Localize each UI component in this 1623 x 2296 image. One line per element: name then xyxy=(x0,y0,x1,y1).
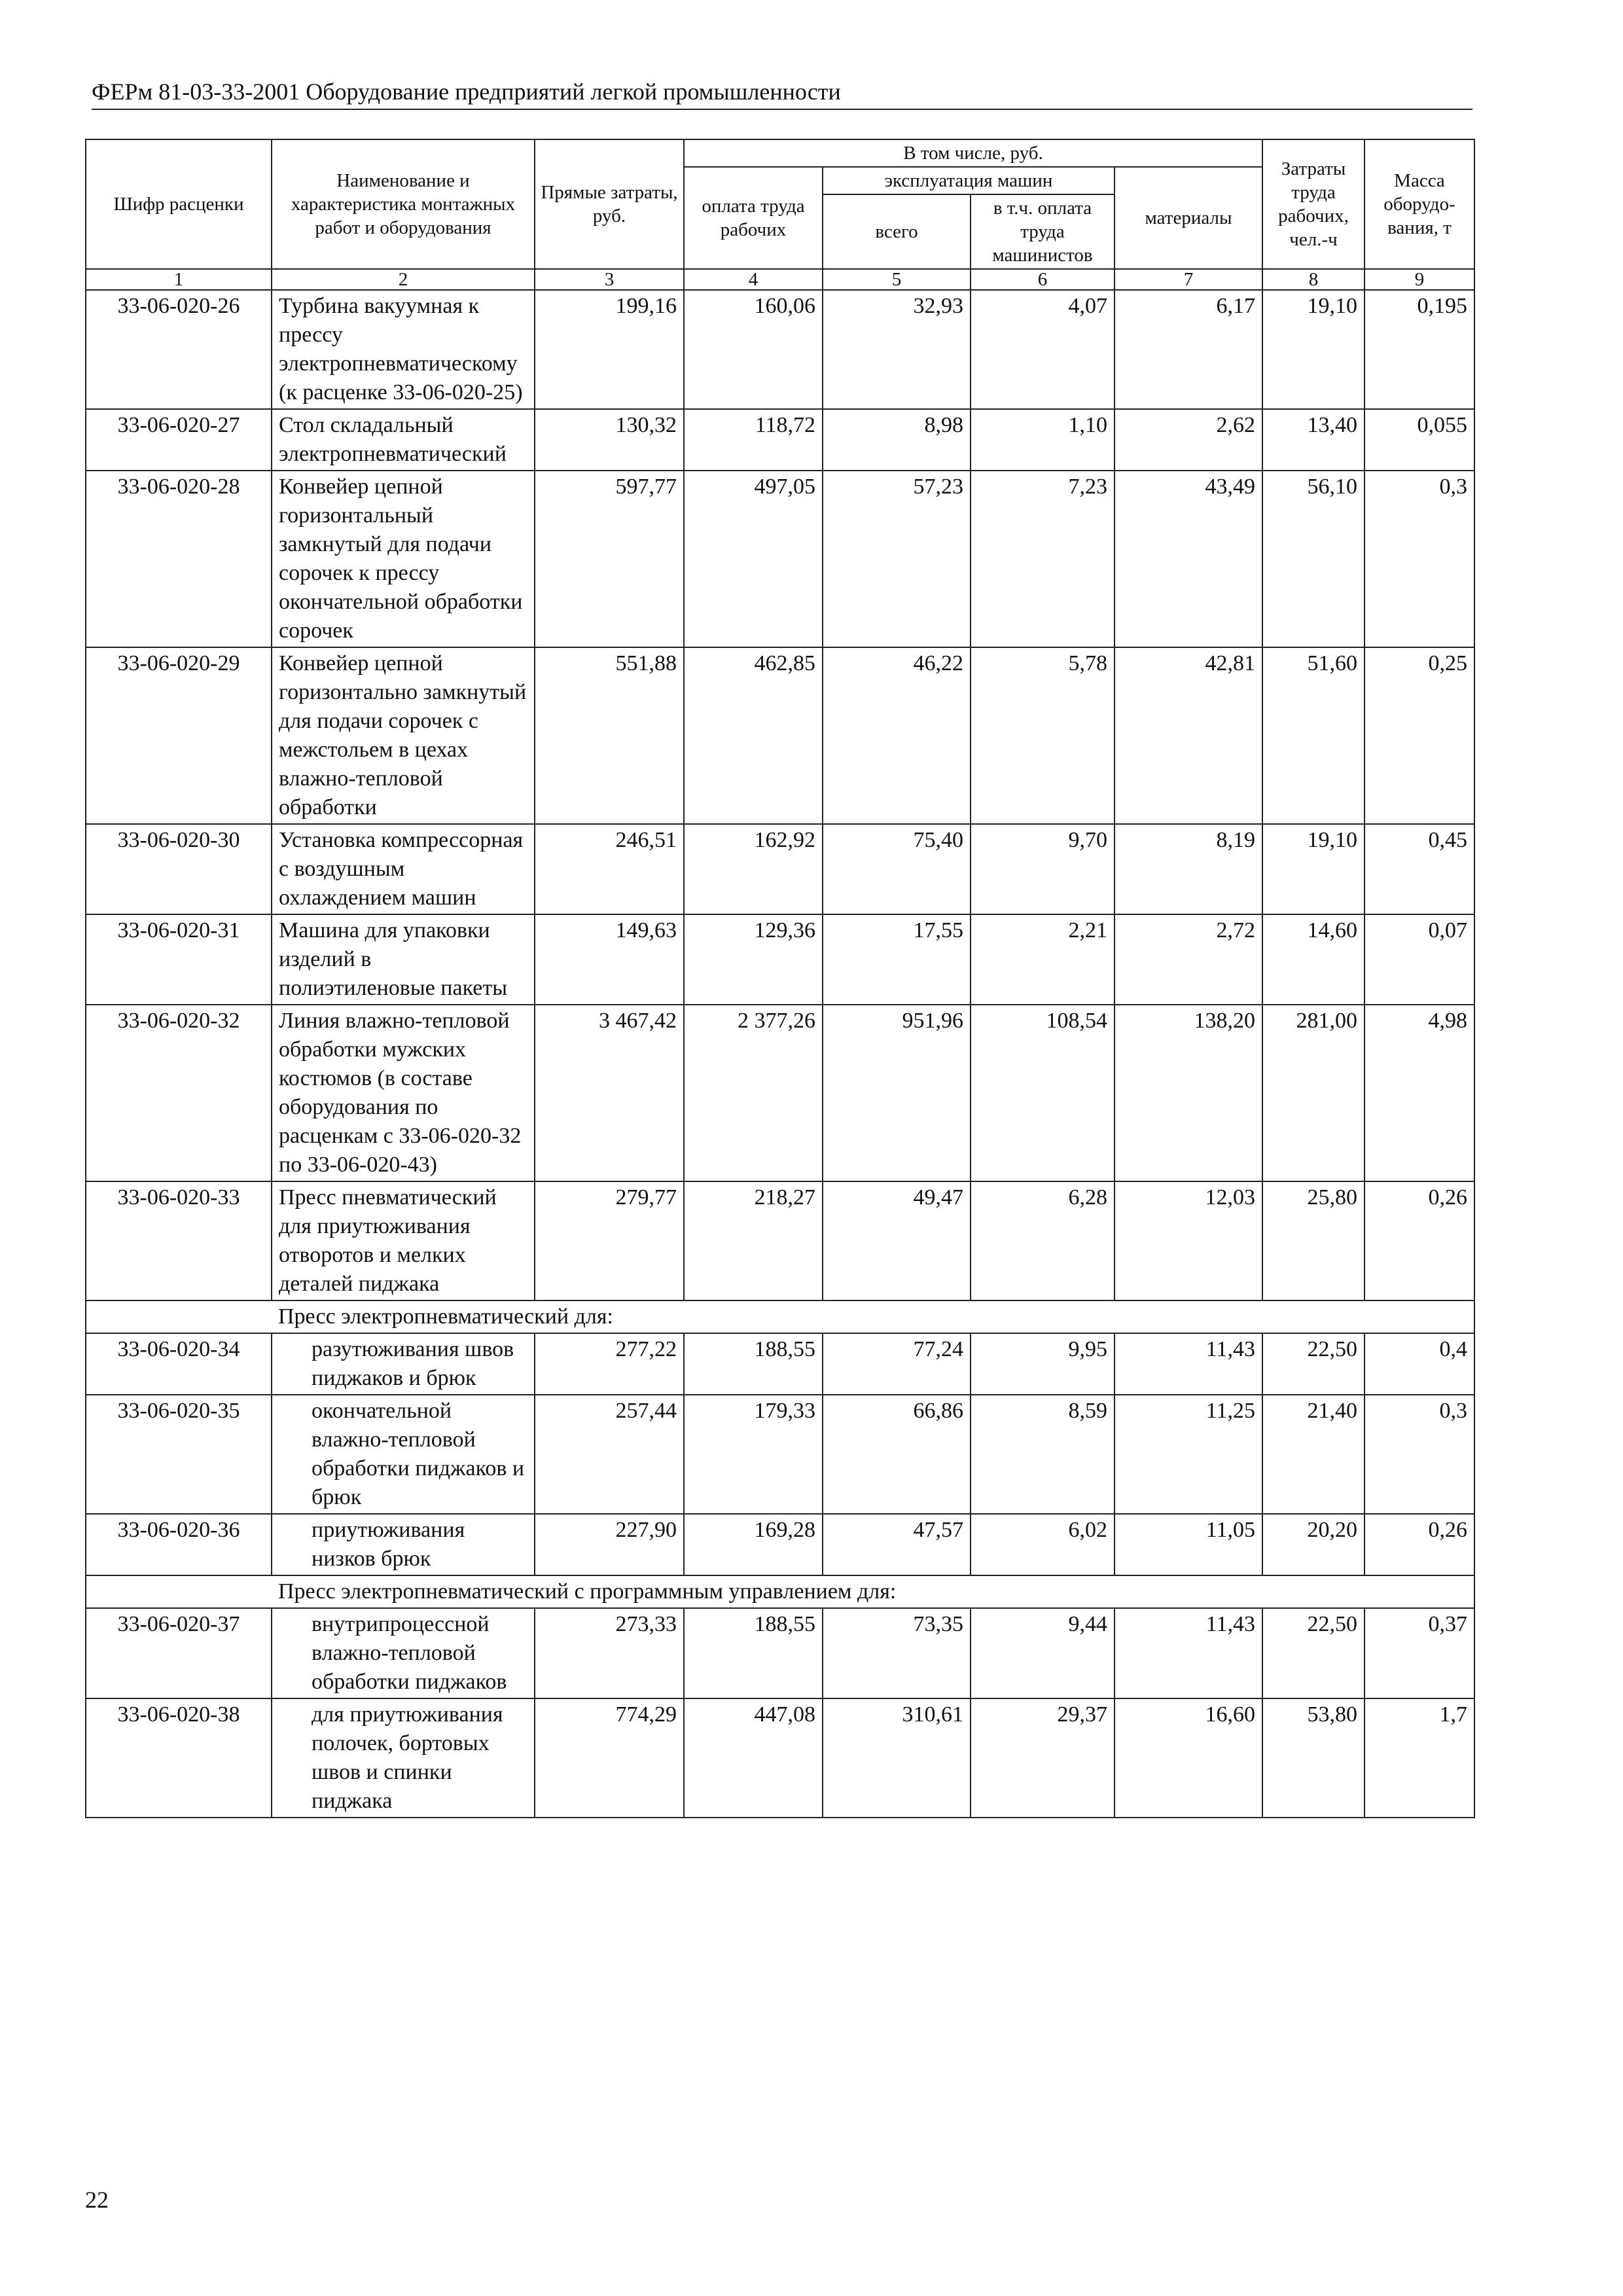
value-machines-labor: 8,59 xyxy=(971,1395,1115,1514)
value-machines-total: 66,86 xyxy=(823,1395,971,1514)
value-materials: 138,20 xyxy=(1115,1005,1262,1181)
value-labor-cost: 281,00 xyxy=(1262,1005,1364,1181)
rate-code: 33-06-020-33 xyxy=(86,1181,272,1300)
value-materials: 6,17 xyxy=(1115,290,1262,409)
value-mass: 1,7 xyxy=(1364,1698,1474,1818)
value-materials: 16,60 xyxy=(1115,1698,1262,1818)
value-direct: 149,63 xyxy=(535,914,684,1005)
value-machines-total: 8,98 xyxy=(823,409,971,471)
value-machines-total: 57,23 xyxy=(823,471,971,647)
work-name: разутюживания швов пиджаков и брюк xyxy=(272,1333,535,1395)
value-labor-cost: 22,50 xyxy=(1262,1608,1364,1698)
group-heading: Пресс электропневматический с программным управлением для: xyxy=(272,1575,1474,1608)
column-number: 9 xyxy=(1364,269,1474,290)
rate-code: 33-06-020-26 xyxy=(86,290,272,409)
work-name: окончательной влажно-тепловой обработки пиджаков и брюк xyxy=(272,1395,535,1514)
value-machines-labor: 4,07 xyxy=(971,290,1115,409)
value-mass: 0,055 xyxy=(1364,409,1474,471)
rate-code: 33-06-020-29 xyxy=(86,647,272,824)
col-name-header: Наименование и характеристика монтажных работ и оборудования xyxy=(272,139,535,269)
value-mass: 4,98 xyxy=(1364,1005,1474,1181)
value-direct: 246,51 xyxy=(535,824,684,914)
column-number: 4 xyxy=(684,269,823,290)
value-direct: 551,88 xyxy=(535,647,684,824)
work-name: Стол складальный электропневматический xyxy=(272,409,535,471)
value-materials: 12,03 xyxy=(1115,1181,1262,1300)
work-name: Пресс пневматический для приутюживания отворотов и мелких деталей пиджака xyxy=(272,1181,535,1300)
group-code-cell xyxy=(86,1300,272,1333)
rate-code: 33-06-020-37 xyxy=(86,1608,272,1698)
table-row xyxy=(86,1514,1474,1575)
value-machines-total: 46,22 xyxy=(823,647,971,824)
col-direct-header: Прямые затраты, руб. xyxy=(535,139,684,269)
value-labor-cost: 22,50 xyxy=(1262,1333,1364,1395)
value-labor-cost: 19,10 xyxy=(1262,290,1364,409)
value-labor-pay: 497,05 xyxy=(684,471,823,647)
value-materials: 42,81 xyxy=(1115,647,1262,824)
table-header xyxy=(86,139,1474,290)
value-labor-pay: 162,92 xyxy=(684,824,823,914)
table-row xyxy=(86,1005,1474,1181)
column-number: 8 xyxy=(1262,269,1364,290)
value-machines-total: 17,55 xyxy=(823,914,971,1005)
value-labor-cost: 51,60 xyxy=(1262,647,1364,824)
value-labor-pay: 447,08 xyxy=(684,1698,823,1818)
value-machines-total: 77,24 xyxy=(823,1333,971,1395)
rate-code: 33-06-020-27 xyxy=(86,409,272,471)
col-including-header: В том числе, руб. xyxy=(684,139,1262,167)
table-row xyxy=(86,1181,1474,1300)
value-machines-labor: 9,95 xyxy=(971,1333,1115,1395)
value-mass: 0,45 xyxy=(1364,824,1474,914)
group-heading: Пресс электропневматический для: xyxy=(272,1300,1474,1333)
col-code-header: Шифр расценки xyxy=(86,139,272,269)
group-code-cell xyxy=(86,1575,272,1608)
value-machines-labor: 2,21 xyxy=(971,914,1115,1005)
value-direct: 597,77 xyxy=(535,471,684,647)
rate-code: 33-06-020-30 xyxy=(86,824,272,914)
work-name: Турбина вакуумная к прессу электропневматическому (к расценке 33-06-020-25) xyxy=(272,290,535,409)
table-row xyxy=(86,409,1474,471)
value-mass: 0,37 xyxy=(1364,1608,1474,1698)
work-name: Конвейер цепной горизонтальный замкнутый для подачи сорочек к прессу окончательной обработки сорочек xyxy=(272,471,535,647)
value-labor-cost: 21,40 xyxy=(1262,1395,1364,1514)
column-number: 1 xyxy=(86,269,272,290)
value-labor-pay: 160,06 xyxy=(684,290,823,409)
value-mass: 0,26 xyxy=(1364,1181,1474,1300)
value-machines-total: 951,96 xyxy=(823,1005,971,1181)
value-machines-labor: 29,37 xyxy=(971,1698,1115,1818)
value-labor-pay: 2 377,26 xyxy=(684,1005,823,1181)
value-materials: 43,49 xyxy=(1115,471,1262,647)
value-labor-cost: 20,20 xyxy=(1262,1514,1364,1575)
value-machines-total: 47,57 xyxy=(823,1514,971,1575)
page-number: 22 xyxy=(85,2187,109,2213)
work-name: внутрипроцессной влажно-тепловой обработки пиджаков xyxy=(272,1608,535,1698)
col-materials-header: материалы xyxy=(1115,167,1262,269)
value-mass: 0,4 xyxy=(1364,1333,1474,1395)
work-name: Машина для упаковки изделий в полиэтиленовые пакеты xyxy=(272,914,535,1005)
rate-code: 33-06-020-36 xyxy=(86,1514,272,1575)
value-machines-total: 75,40 xyxy=(823,824,971,914)
table-row xyxy=(86,471,1474,647)
column-number: 6 xyxy=(971,269,1115,290)
value-machines-total: 32,93 xyxy=(823,290,971,409)
page-title: ФЕРм 81-03-33-2001 Оборудование предприятий легкой промышленности xyxy=(92,77,1472,110)
value-machines-labor: 108,54 xyxy=(971,1005,1115,1181)
col-machines-header: эксплуатация машин xyxy=(823,167,1115,194)
work-name: для приутюживания полочек, бортовых швов и спинки пиджака xyxy=(272,1698,535,1818)
rate-code: 33-06-020-31 xyxy=(86,914,272,1005)
value-direct: 199,16 xyxy=(535,290,684,409)
value-labor-pay: 188,55 xyxy=(684,1333,823,1395)
column-number: 2 xyxy=(272,269,535,290)
table-row xyxy=(86,647,1474,824)
value-mass: 0,25 xyxy=(1364,647,1474,824)
value-labor-cost: 19,10 xyxy=(1262,824,1364,914)
value-labor-cost: 13,40 xyxy=(1262,409,1364,471)
group-heading-row xyxy=(86,1300,1474,1333)
col-mass-header: Масса оборудо-вания, т xyxy=(1364,139,1474,269)
value-materials: 8,19 xyxy=(1115,824,1262,914)
table-row xyxy=(86,290,1474,409)
value-mass: 0,3 xyxy=(1364,471,1474,647)
value-direct: 130,32 xyxy=(535,409,684,471)
value-labor-pay: 218,27 xyxy=(684,1181,823,1300)
col-labor-pay-header: оплата труда рабочих xyxy=(684,167,823,269)
rates-table xyxy=(85,139,1475,1818)
value-mass: 0,3 xyxy=(1364,1395,1474,1514)
value-labor-pay: 462,85 xyxy=(684,647,823,824)
value-labor-pay: 129,36 xyxy=(684,914,823,1005)
value-machines-labor: 5,78 xyxy=(971,647,1115,824)
value-direct: 277,22 xyxy=(535,1333,684,1395)
value-machines-labor: 9,70 xyxy=(971,824,1115,914)
value-labor-pay: 179,33 xyxy=(684,1395,823,1514)
value-materials: 11,05 xyxy=(1115,1514,1262,1575)
rate-code: 33-06-020-32 xyxy=(86,1005,272,1181)
value-mass: 0,195 xyxy=(1364,290,1474,409)
col-machines-total-header: всего xyxy=(823,194,971,269)
value-machines-labor: 6,28 xyxy=(971,1181,1115,1300)
value-machines-total: 73,35 xyxy=(823,1608,971,1698)
value-machines-labor: 1,10 xyxy=(971,409,1115,471)
value-direct: 3 467,42 xyxy=(535,1005,684,1181)
value-machines-total: 310,61 xyxy=(823,1698,971,1818)
value-mass: 0,26 xyxy=(1364,1514,1474,1575)
table-row xyxy=(86,824,1474,914)
table-row xyxy=(86,1333,1474,1395)
rate-code: 33-06-020-35 xyxy=(86,1395,272,1514)
value-labor-cost: 25,80 xyxy=(1262,1181,1364,1300)
value-materials: 2,62 xyxy=(1115,409,1262,471)
group-heading-row xyxy=(86,1575,1474,1608)
table-row xyxy=(86,1698,1474,1818)
rate-code: 33-06-020-38 xyxy=(86,1698,272,1818)
value-labor-cost: 14,60 xyxy=(1262,914,1364,1005)
value-materials: 11,43 xyxy=(1115,1608,1262,1698)
table-body xyxy=(86,290,1474,1818)
value-machines-labor: 9,44 xyxy=(971,1608,1115,1698)
rate-code: 33-06-020-28 xyxy=(86,471,272,647)
value-materials: 11,43 xyxy=(1115,1333,1262,1395)
value-labor-pay: 188,55 xyxy=(684,1608,823,1698)
column-number: 3 xyxy=(535,269,684,290)
table-row xyxy=(86,914,1474,1005)
value-labor-cost: 56,10 xyxy=(1262,471,1364,647)
value-direct: 273,33 xyxy=(535,1608,684,1698)
col-machines-labor-header: в т.ч. оплата труда машинистов xyxy=(971,194,1115,269)
work-name: приутюживания низков брюк xyxy=(272,1514,535,1575)
value-materials: 11,25 xyxy=(1115,1395,1262,1514)
work-name: Конвейер цепной горизонтально замкнутый для подачи сорочек с межстольем в цехах влажно-тепловой обработки xyxy=(272,647,535,824)
value-mass: 0,07 xyxy=(1364,914,1474,1005)
value-labor-pay: 169,28 xyxy=(684,1514,823,1575)
column-numbers-row xyxy=(86,269,1474,290)
value-machines-labor: 6,02 xyxy=(971,1514,1115,1575)
value-labor-cost: 53,80 xyxy=(1262,1698,1364,1818)
value-direct: 774,29 xyxy=(535,1698,684,1818)
value-direct: 227,90 xyxy=(535,1514,684,1575)
value-direct: 279,77 xyxy=(535,1181,684,1300)
work-name: Установка компрессорная с воздушным охлаждением машин xyxy=(272,824,535,914)
value-direct: 257,44 xyxy=(535,1395,684,1514)
value-materials: 2,72 xyxy=(1115,914,1262,1005)
col-labor-cost-header: Затраты труда рабочих, чел.-ч xyxy=(1262,139,1364,269)
value-labor-pay: 118,72 xyxy=(684,409,823,471)
column-number: 7 xyxy=(1115,269,1262,290)
table-row xyxy=(86,1395,1474,1514)
value-machines-total: 49,47 xyxy=(823,1181,971,1300)
table-row xyxy=(86,1608,1474,1698)
rate-code: 33-06-020-34 xyxy=(86,1333,272,1395)
column-number: 5 xyxy=(823,269,971,290)
value-machines-labor: 7,23 xyxy=(971,471,1115,647)
work-name: Линия влажно-тепловой обработки мужских костюмов (в составе оборудования по расценкам с 33-06-020-32 по 33-06-020-43) xyxy=(272,1005,535,1181)
